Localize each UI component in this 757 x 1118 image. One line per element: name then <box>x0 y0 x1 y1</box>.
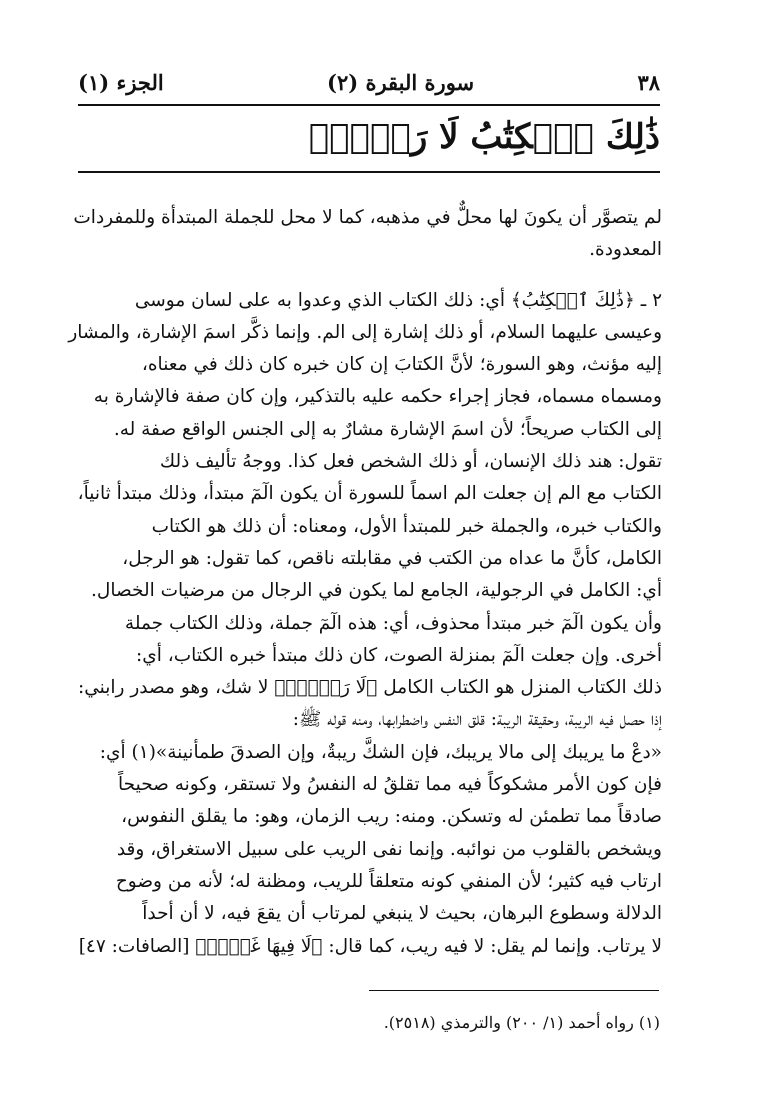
text-line: وعيسى عليهما السلام، أو ذلك إشارة إلى الم. وإنما ذكَّر اسمَ الإشارة، والمشار <box>68 321 662 343</box>
juz-label: الجزء (١) <box>78 69 164 95</box>
text-line: إذا حصل فيه الريبة، وحقيقة الريبة: قلق النفس واضطرابها، ومنه قوله ﷺ: <box>292 709 662 731</box>
text-line: «دعْ ما يريبك إلى مالا يريبك، فإن الشكَّ ريبةٌ، وإن الصدقَ طمأنينة»(١) أي: <box>99 741 662 763</box>
footnote-divider <box>369 990 659 991</box>
text-line: المعدودة. <box>589 239 662 261</box>
text-line: ومسماه مسماه، فجاز إجراء حكمه عليه بالتذكير، وإن كان صفة فالإشارة به <box>93 386 662 408</box>
header-divider <box>78 104 660 106</box>
text-line: الكامل، كأنَّ ما عداه من الكتب في مقابلته ناقص، كما تقول: هو الرجل، <box>122 547 662 569</box>
main-text <box>68 202 662 963</box>
text-line: الدلالة وسطوع البرهان، بحيث لا ينبغي لمرتاب أن يقعَ فيه، لا أن أحداً <box>142 903 662 925</box>
text-line: فإن كون الأمر مشكوكاً فيه مما تقلقُ له النفسُ ولا تستقر، وكونه صحيحاً <box>118 774 662 796</box>
paragraph-gap <box>82 267 662 285</box>
verse-divider <box>78 171 660 173</box>
text-line: وأن يكون الٓمٓ خبر مبتدأ محذوف، أي: هذه الٓمٓ جملة، وذلك الكتاب جملة <box>124 612 662 634</box>
text-line: لا يرتاب. وإنما لم يقل: لا فيه ريب، كما قال: ﴿لَا فِيهَا غَوۡلٞ﴾ [الصافات: ٤٧] <box>78 935 662 957</box>
page-header <box>78 64 660 100</box>
text-line: ٢ ـ ﴿ذَٰلِكَ ٱلۡكِتَٰبُ﴾ أي: ذلك الكتاب الذي وعدوا به على لسان موسى <box>134 289 662 311</box>
text-line: ويشخص بالقلوب من نوائبه. وإنما نفى الريب على سبيل الاستغراق، وقد <box>116 838 662 860</box>
text-line: تقول: هند ذلك الإنسان، أو ذلك الشخص فعل كذا. ووجهُ تأليف ذلك <box>159 451 662 473</box>
text-line: والكتاب خبره، والجملة خبر للمبتدأ الأول، ومعناه: أن ذلك هو الكتاب <box>151 515 662 537</box>
text-line: صادقاً مما تطمئن له وتسكن. ومنه: ريب الزمان، وهو: ما يقلق النفوس، <box>121 806 662 828</box>
page-number: ٣٨ <box>637 69 660 95</box>
text-line: أخرى. وإن جعلت الٓمٓ بمنزلة الصوت، كان ذلك مبتدأ خبره الكتاب، أي: <box>136 644 662 666</box>
text-line: لم يتصوَّر أن يكونَ لها محلٌّ في مذهبه، كما لا محل للجملة المبتدأة وللمفردات <box>73 207 662 228</box>
text-line: الكتاب مع الم إن جعلت الم اسماً للسورة أن يكون الٓمٓ مبتدأ، وذلك مبتدأ ثانياً، <box>77 483 662 505</box>
text-line: ارتاب فيه كثير؛ لأن المنفي كونه متعلقاً للريب، ومظنة له؛ لأنه من وضوح <box>115 870 662 892</box>
footnote: (١) رواه أحمد (١/ ٢٠٠) والترمذي (٢٥١٨). <box>383 1013 660 1032</box>
text-line: أي: الكامل في الرجولية، الجامع لما يكون في الرجال من مرضيات الخصال. <box>91 580 662 602</box>
text-line: إليه مؤنث، وهو السورة؛ لأنَّ الكتابَ إن كان خبره كان ذلك في معناه، <box>141 354 662 376</box>
text-line: إلى الكتاب صريحاً؛ لأن اسمَ الإشارة مشارٌ به إلى الجنس الواقع صفة له. <box>113 418 662 440</box>
surah-title: سورة البقرة (٢) <box>327 69 475 95</box>
text-line: ذلك الكتاب المنزل هو الكتاب الكامل ﴿لَا رَيۡبَۛ﴾ لا شك، وهو مصدر رابني: <box>78 677 662 699</box>
verse-heading: ذَٰلِكَ ٱلۡكِتَٰبُ لَا رَيۡبَۛ <box>308 117 660 157</box>
